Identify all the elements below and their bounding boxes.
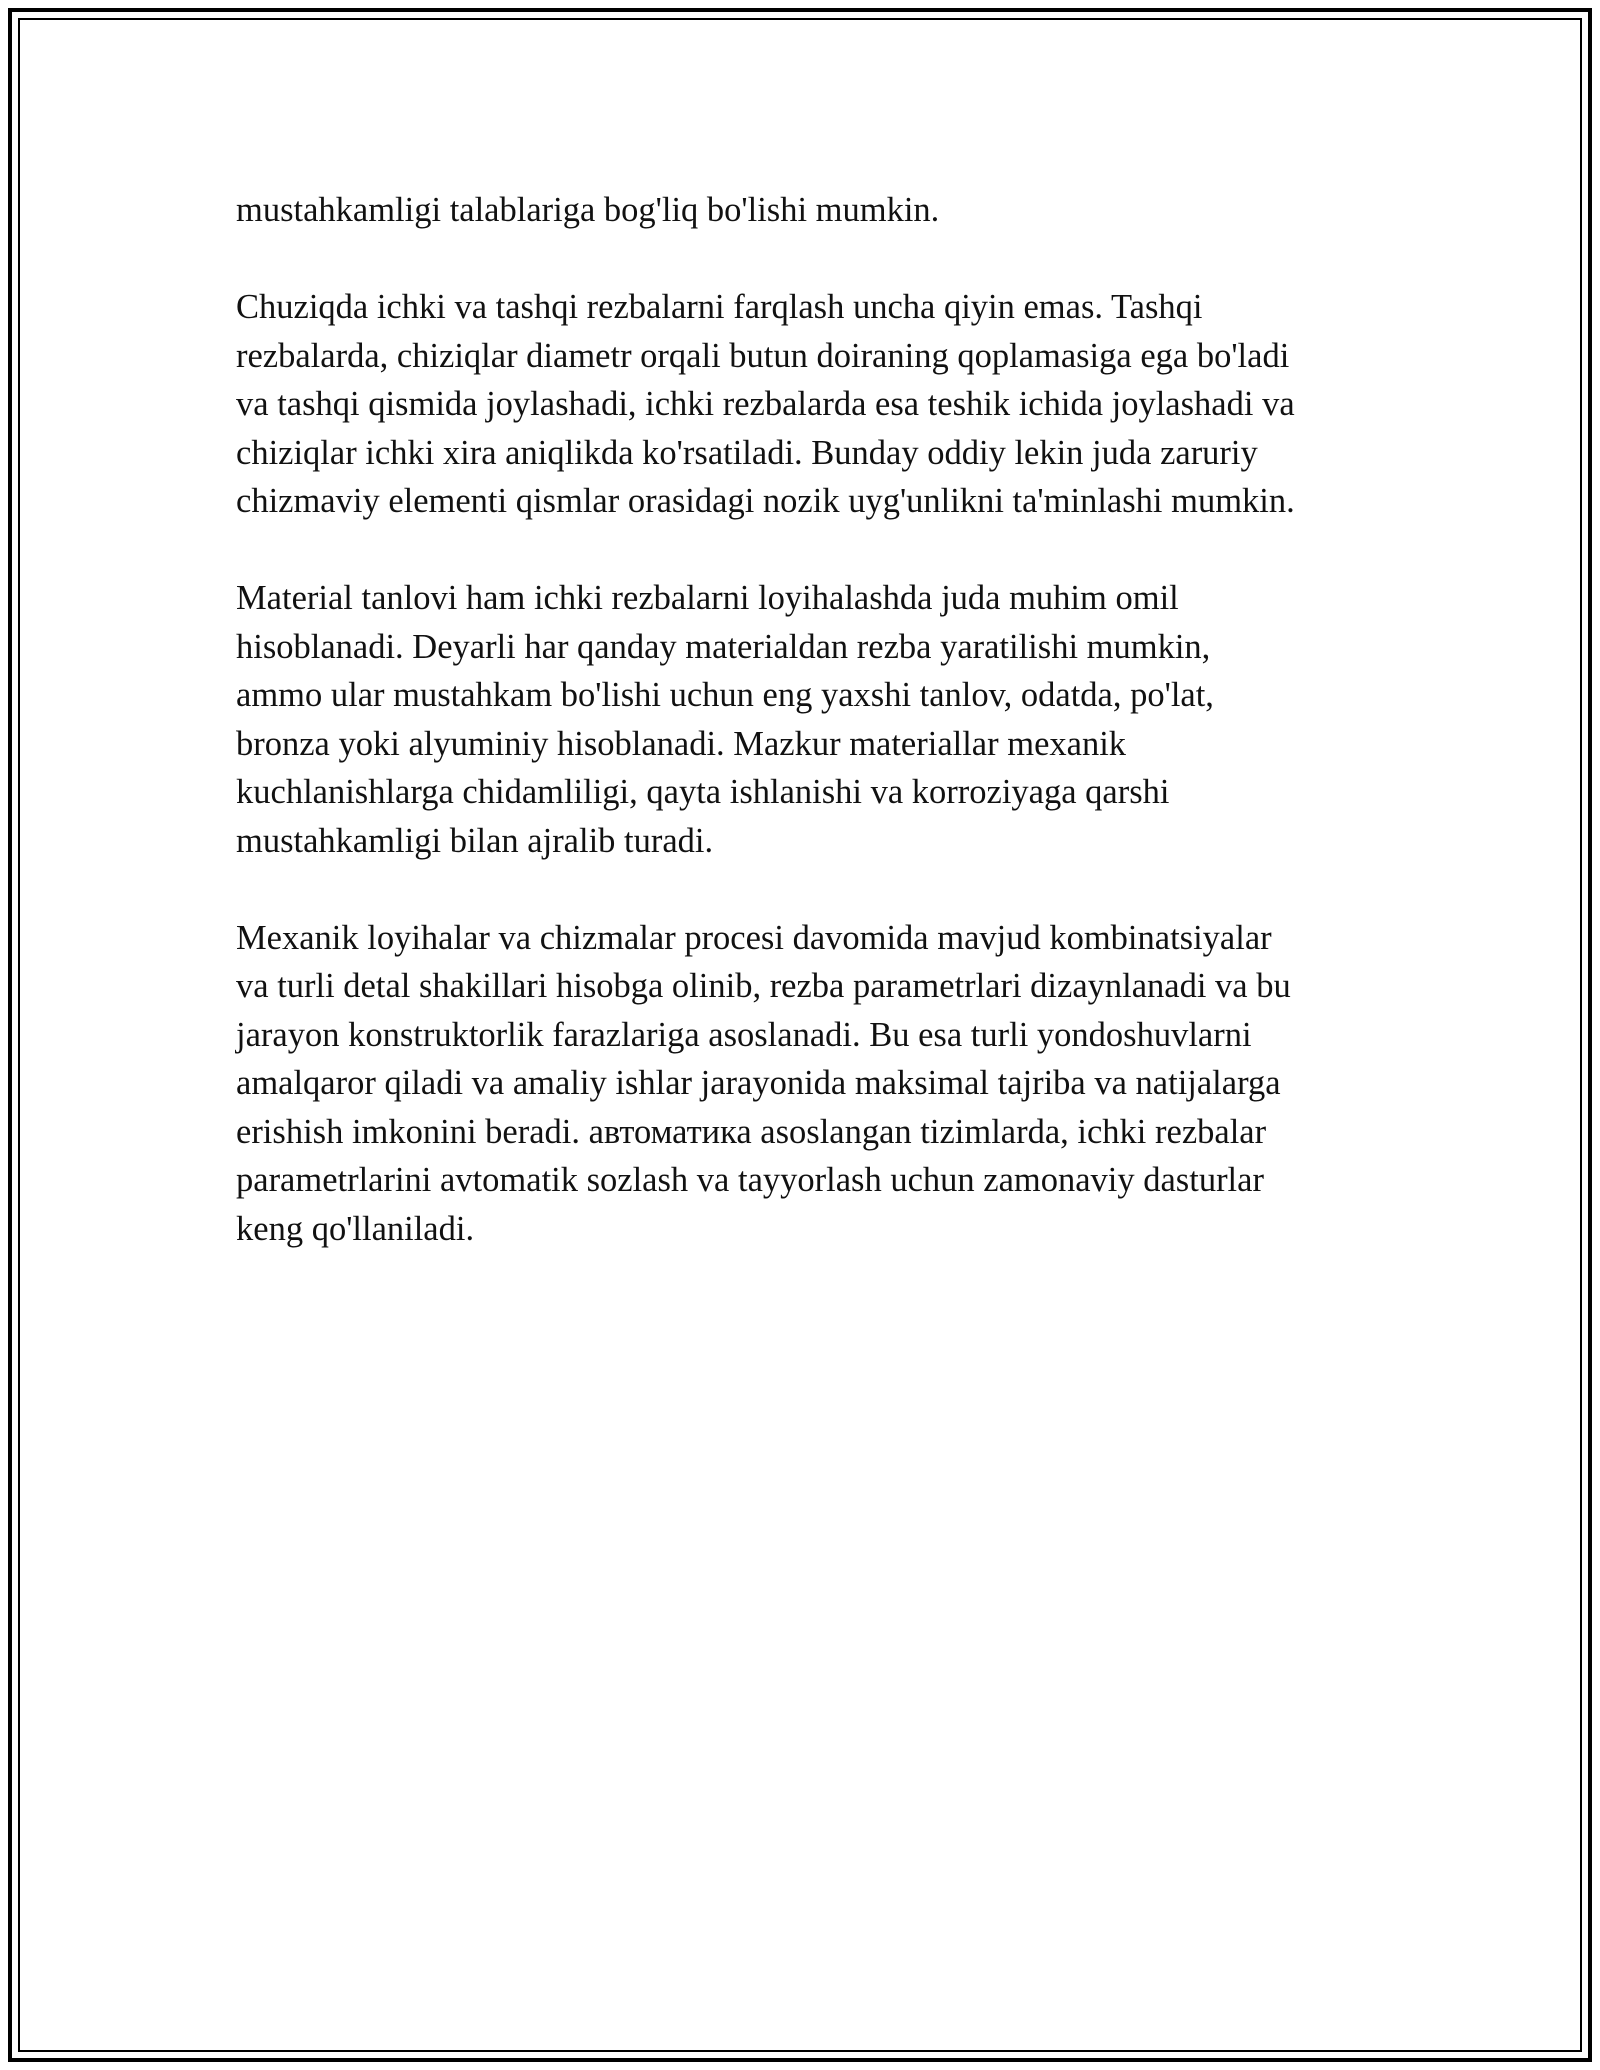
text-line: erishish imkonini beradi. автоматика asoslangan tizimlarda, ichki rezbalar [236,1112,1267,1151]
text-line: mustahkamligi talablariga bog'liq bo'lishi mumkin. [236,191,940,229]
paragraph-1 [236,186,1396,235]
text-line: Mexanik loyihalar va chizmalar procesi davomida mavjud kombinatsiyalar [236,918,1272,957]
paragraph-2 [236,283,1396,526]
text-line: va tashqi qismida joylashadi, ichki rezbalarda esa teshik ichida joylashadi va [236,385,1295,423]
text-line: hisoblanadi. Deyarli har qanday materialdan rezba yaratilishi mumkin, [236,627,1211,666]
text-line: keng qo'llaniladi. [236,1209,475,1248]
text-line: rezbalarda, chiziqlar diametr orqali butun doiraning qoplamasiga ega bo'ladi [236,336,1290,375]
paragraph-3 [236,574,1396,865]
text-line: Chuziqda ichki va tashqi rezbalarni farqlash uncha qiyin emas. Tashqi [236,288,1203,326]
text-line: bronza yoki alyuminiy hisoblanadi. Mazkur materiallar mexanik [236,724,1127,763]
text-line: ammo ular mustahkam bo'lishi uchun eng yaxshi tanlov, odatda, po'lat, [236,676,1214,714]
text-line: mustahkamligi bilan ajralib turadi. [236,821,714,860]
text-line: kuchlanishlarga chidamliligi, qayta ishlanishi va korroziyaga qarshi [236,773,1170,811]
text-line: amalqaror qiladi va amaliy ishlar jarayonida maksimal tajriba va natijalarga [236,1064,1281,1102]
text-line: va turli detal shakillari hisobga olinib, rezba parametrlari dizaynlanadi va bu [236,967,1291,1005]
text-line: jarayon konstruktorlik farazlariga asoslanadi. Bu esa turli yondoshuvlarni [236,1015,1252,1054]
document-body [236,186,1396,1302]
text-line: parametrlarini avtomatik sozlash va tayyorlash uchun zamonaviy dasturlar [236,1161,1264,1199]
text-line: chiziqlar ichki xira aniqlikda ko'rsatiladi. Bunday oddiy lekin juda zaruriy [236,433,1258,472]
text-line: chizmaviy elementi qismlar orasidagi nozik uyg'unlikni ta'minlashi mumkin. [236,482,1295,520]
paragraph-4 [236,914,1396,1254]
text-line: Material tanlovi ham ichki rezbalarni loyihalashda juda muhim omil [236,579,1179,617]
